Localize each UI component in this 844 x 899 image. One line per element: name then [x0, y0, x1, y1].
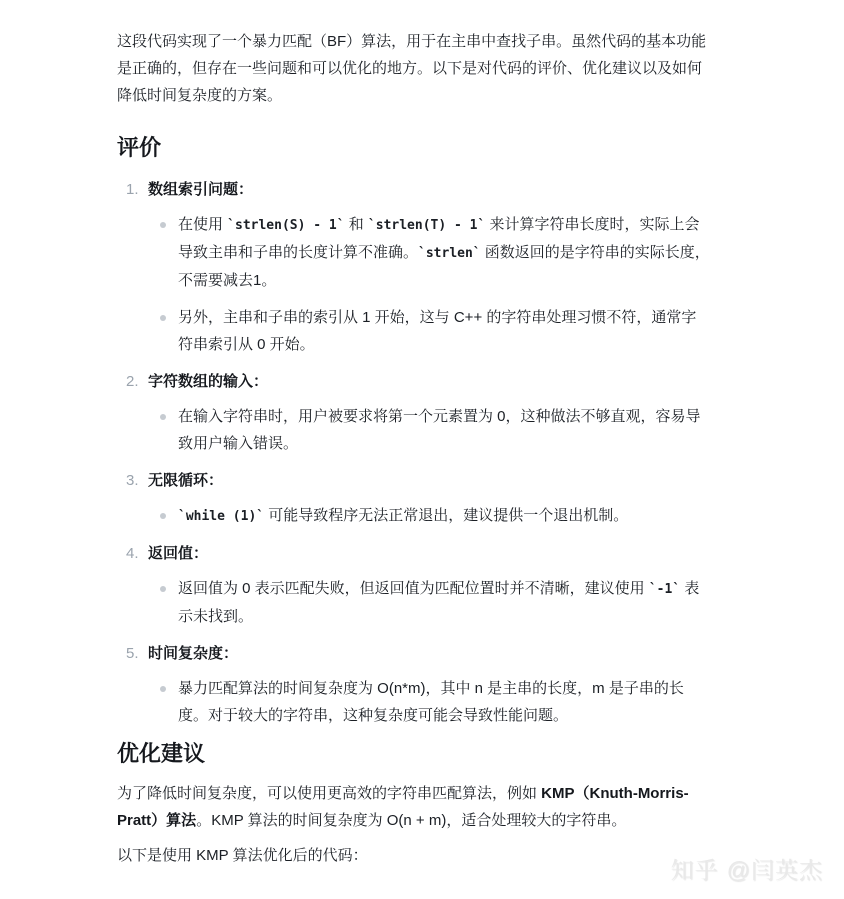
list-item-head: [117, 640, 711, 667]
text-segment: 在输入字符串时，用户被要求将第一个元素置为 0，这种做法不够直观，容易导致用户输入错误。: [178, 408, 701, 452]
article-content: [117, 28, 711, 893]
section-heading-evaluation: 评价: [117, 135, 162, 160]
bullet-item: [117, 304, 711, 358]
list-number: 4.: [126, 545, 139, 562]
evaluation-list: [117, 176, 711, 729]
bullet-text: [178, 403, 711, 457]
bullet-dot: [160, 586, 166, 592]
inline-code: `-1`: [648, 582, 681, 597]
list-item-char-array-input: [117, 368, 711, 457]
inline-code: `strlen(T) - 1`: [367, 218, 486, 233]
bullet-dot: [160, 513, 166, 519]
text-segment: 可能导致程序无法正常退出，建议提供一个退出机制。: [264, 507, 629, 524]
zhihu-watermark: [671, 852, 823, 885]
bullet-dot: [160, 686, 166, 692]
section-heading-optimization: 优化建议: [117, 741, 206, 766]
bullet-dot: [160, 414, 166, 420]
bullet-item: [117, 403, 711, 457]
list-number: 3.: [126, 472, 139, 489]
text-segment: 和: [344, 216, 368, 233]
bullet-text: [178, 502, 711, 530]
text-segment: 另外，主串和子串的索引从 1 开始，这与 C++ 的字符串处理习惯不符，通常字符串索引从 0 开始。: [178, 309, 697, 353]
closing-paragraph: 以下是使用 KMP 算法优化后的代码：: [117, 847, 368, 864]
list-number: 1.: [126, 181, 139, 198]
text-segment: 返回值为 0 表示匹配失败，但返回值为匹配位置时并不清晰，建议使用: [178, 580, 649, 597]
list-item-title: 数组索引问题：: [148, 181, 254, 198]
text-segment: 为了降低时间复杂度，可以使用更高效的字符串匹配算法，例如: [117, 785, 542, 802]
text-segment: 函数返回的是字符串的实际长度，不需要减去1。: [178, 244, 710, 289]
intro-paragraph: 这段代码实现了一个暴力匹配（BF）算法，用于在主串中查找子串。虽然代码的基本功能是正确的，但存在一些问题和可以优化的地方。以下是对代码的评价、优化建议以及如何降低时间复杂度的方案。: [117, 33, 707, 104]
list-item-head: [117, 176, 711, 203]
inline-code: `strlen`: [418, 246, 481, 261]
zhihu-brand-label: 知乎: [670, 857, 719, 883]
bullet-dot: [160, 315, 166, 321]
bullet-dot: [160, 222, 166, 228]
bullet-item: [117, 575, 711, 630]
list-item-infinite-loop: [117, 467, 711, 530]
bold-text: KMP（Knuth-Morris-Pratt）算法: [117, 785, 689, 829]
bullet-text: [178, 575, 711, 630]
text-segment: 在使用: [178, 216, 228, 233]
bullet-text: [178, 211, 711, 294]
bullet-text: [178, 304, 711, 358]
optimization-paragraph: [117, 780, 711, 834]
list-item-title: 时间复杂度：: [148, 645, 239, 662]
list-number: 2.: [126, 373, 139, 390]
text-segment: 来计算字符串长度时，实际上会导致主串和子串的长度计算不准确。: [178, 216, 700, 261]
watermark-author: @闫英杰: [726, 857, 823, 883]
bullet-item: [117, 502, 711, 530]
list-item-array-index: [117, 176, 711, 358]
inline-code: `strlen(S) - 1`: [227, 218, 345, 233]
text-segment: 表示未找到。: [178, 580, 700, 625]
list-item-head: [117, 467, 711, 494]
bullet-item: [117, 211, 711, 294]
list-item-return-value: [117, 540, 711, 630]
bullet-item: [117, 675, 711, 729]
list-item-title: 无限循环：: [148, 472, 224, 489]
inline-code: `while (1)`: [178, 509, 265, 524]
list-item-time-complexity: [117, 640, 711, 729]
list-item-head: [117, 368, 711, 395]
list-item-title: 字符数组的输入：: [148, 373, 269, 390]
text-segment: 。KMP 算法的时间复杂度为 O(n + m)，适合处理较大的字符串。: [196, 812, 627, 829]
text-segment: 暴力匹配算法的时间复杂度为 O(n*m)，其中 n 是主串的长度，m 是子串的长度。对于较大的字符串，这种复杂度可能会导致性能问题。: [178, 680, 684, 724]
list-number: 5.: [126, 645, 139, 662]
bullet-text: [178, 675, 711, 729]
list-item-head: [117, 540, 711, 567]
list-item-title: 返回值：: [148, 545, 209, 562]
